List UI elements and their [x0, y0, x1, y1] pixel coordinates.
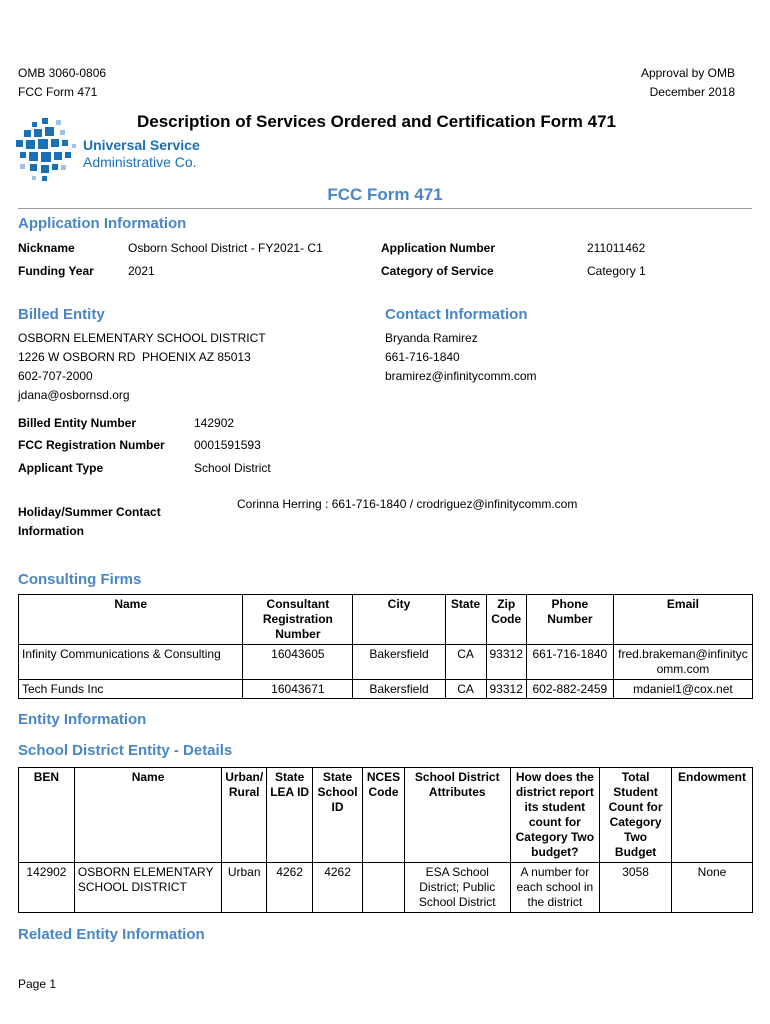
- column-header: City: [353, 595, 445, 645]
- entity-name: OSBORN ELEMENTARY SCHOOL DISTRICT: [74, 863, 221, 913]
- omb-approval: Approval by OMB: [640, 66, 735, 80]
- column-header: Endowment: [672, 768, 753, 863]
- holiday-label-line1: Holiday/Summer Contact: [18, 505, 161, 519]
- nickname-label: Nickname: [18, 241, 75, 255]
- entity-attributes: ESA School District; Public School District: [405, 863, 511, 913]
- entity-ben: 142902: [19, 863, 75, 913]
- section-application-information: Application Information: [18, 215, 187, 232]
- omb-number: OMB 3060-0806: [18, 66, 107, 80]
- table-header-row: [19, 768, 753, 863]
- column-header: BEN: [19, 768, 75, 863]
- billed-entity-name: OSBORN ELEMENTARY SCHOOL DISTRICT: [18, 331, 266, 345]
- entity-nces-code: [363, 863, 405, 913]
- holiday-contact-label: [18, 503, 161, 541]
- column-header: Name: [74, 768, 221, 863]
- table-row: [19, 863, 753, 913]
- firm-zip: 93312: [486, 680, 526, 699]
- firm-email: mdaniel1@cox.net: [613, 680, 752, 699]
- category-label: Category of Service: [381, 264, 494, 278]
- applicant-type-value: School District: [194, 461, 271, 475]
- column-header: Phone Number: [526, 595, 613, 645]
- category-value: Category 1: [587, 264, 646, 278]
- heading-divider: [18, 208, 752, 209]
- logo-wordmark: [83, 137, 200, 171]
- firm-name: Infinity Communications & Consulting: [19, 645, 243, 680]
- section-entity-information: Entity Information: [18, 711, 147, 728]
- billed-entity-number-value: 142902: [194, 416, 235, 430]
- application-number-value: 211011462: [587, 241, 646, 255]
- school-district-table: [18, 767, 753, 913]
- column-header: Name: [19, 595, 243, 645]
- contact-phone: 661-716-1840: [385, 350, 460, 364]
- entity-state-school-id: 4262: [313, 863, 363, 913]
- firm-email: fred.brakeman@infinitycomm.com: [613, 645, 752, 680]
- billed-entity-block: [18, 329, 266, 405]
- billed-entity-phone: 602-707-2000: [18, 369, 93, 383]
- logo-line1: Universal Service: [83, 137, 200, 153]
- page-number: Page 1: [18, 977, 57, 991]
- holiday-label-line2: Information: [18, 524, 84, 538]
- entity-student-count: 3058: [600, 863, 672, 913]
- entity-state-lea-id: 4262: [267, 863, 313, 913]
- firm-zip: 93312: [486, 645, 526, 680]
- billed-entity-number-label: Billed Entity Number: [18, 416, 137, 430]
- column-header: Urban/ Rural: [222, 768, 267, 863]
- funding-year-value: 2021: [128, 264, 155, 278]
- column-header: How does the district report its student count for Category Two budget?: [510, 768, 600, 863]
- header-right: [641, 64, 735, 102]
- form-number: FCC Form 471: [18, 85, 98, 99]
- funding-year-label: Funding Year: [18, 264, 94, 278]
- section-consulting-firms: Consulting Firms: [18, 571, 142, 588]
- billed-entity-email: jdana@osbornsd.org: [18, 388, 130, 402]
- contact-name: Bryanda Ramirez: [385, 331, 478, 345]
- column-header: State: [445, 595, 486, 645]
- document-title: Description of Services Ordered and Certification Form 471: [137, 112, 616, 131]
- column-header: State School ID: [313, 768, 363, 863]
- approval-date: December 2018: [649, 85, 735, 99]
- section-billed-entity: Billed Entity: [18, 306, 105, 323]
- fcc-registration-value: 0001591593: [194, 438, 261, 452]
- firm-state: CA: [445, 680, 486, 699]
- fcc-registration-label: FCC Registration Number: [18, 438, 165, 452]
- form-heading: FCC Form 471: [327, 185, 443, 204]
- section-contact-information: Contact Information: [385, 306, 528, 323]
- table-row: [19, 645, 753, 680]
- application-number-label: Application Number: [381, 241, 496, 255]
- table-row: [19, 680, 753, 699]
- section-school-district-details: School District Entity - Details: [18, 742, 233, 759]
- column-header: State LEA ID: [267, 768, 313, 863]
- firm-state: CA: [445, 645, 486, 680]
- table-header-row: [19, 595, 753, 645]
- firm-registration: 16043671: [243, 680, 353, 699]
- column-header: NCES Code: [363, 768, 405, 863]
- nickname-value: Osborn School District - FY2021- C1: [128, 241, 323, 255]
- contact-email: bramirez@infinitycomm.com: [385, 369, 537, 383]
- column-header: Email: [613, 595, 752, 645]
- section-related-entity-information: Related Entity Information: [18, 926, 205, 943]
- column-header: School District Attributes: [405, 768, 511, 863]
- logo-line2: Administrative Co.: [83, 154, 197, 170]
- firm-city: Bakersfield: [353, 680, 445, 699]
- holiday-contact-value: Corinna Herring : 661-716-1840 / crodriguez@infinitycomm.com: [237, 497, 578, 511]
- firm-registration: 16043605: [243, 645, 353, 680]
- firm-phone: 661-716-1840: [526, 645, 613, 680]
- column-header: Zip Code: [486, 595, 526, 645]
- billed-entity-address: 1226 W OSBORN RD PHOENIX AZ 85013: [18, 350, 251, 364]
- firm-phone: 602-882-2459: [526, 680, 613, 699]
- header-left: [18, 64, 106, 102]
- column-header: Consultant Registration Number: [243, 595, 353, 645]
- contact-block: [385, 329, 537, 386]
- firm-name: Tech Funds Inc: [19, 680, 243, 699]
- entity-report-method: A number for each school in the district: [510, 863, 600, 913]
- entity-endowment: None: [672, 863, 753, 913]
- column-header: Total Student Count for Category Two Budget: [600, 768, 672, 863]
- firm-city: Bakersfield: [353, 645, 445, 680]
- entity-urban-rural: Urban: [222, 863, 267, 913]
- consulting-firms-table: [18, 594, 753, 699]
- applicant-type-label: Applicant Type: [18, 461, 104, 475]
